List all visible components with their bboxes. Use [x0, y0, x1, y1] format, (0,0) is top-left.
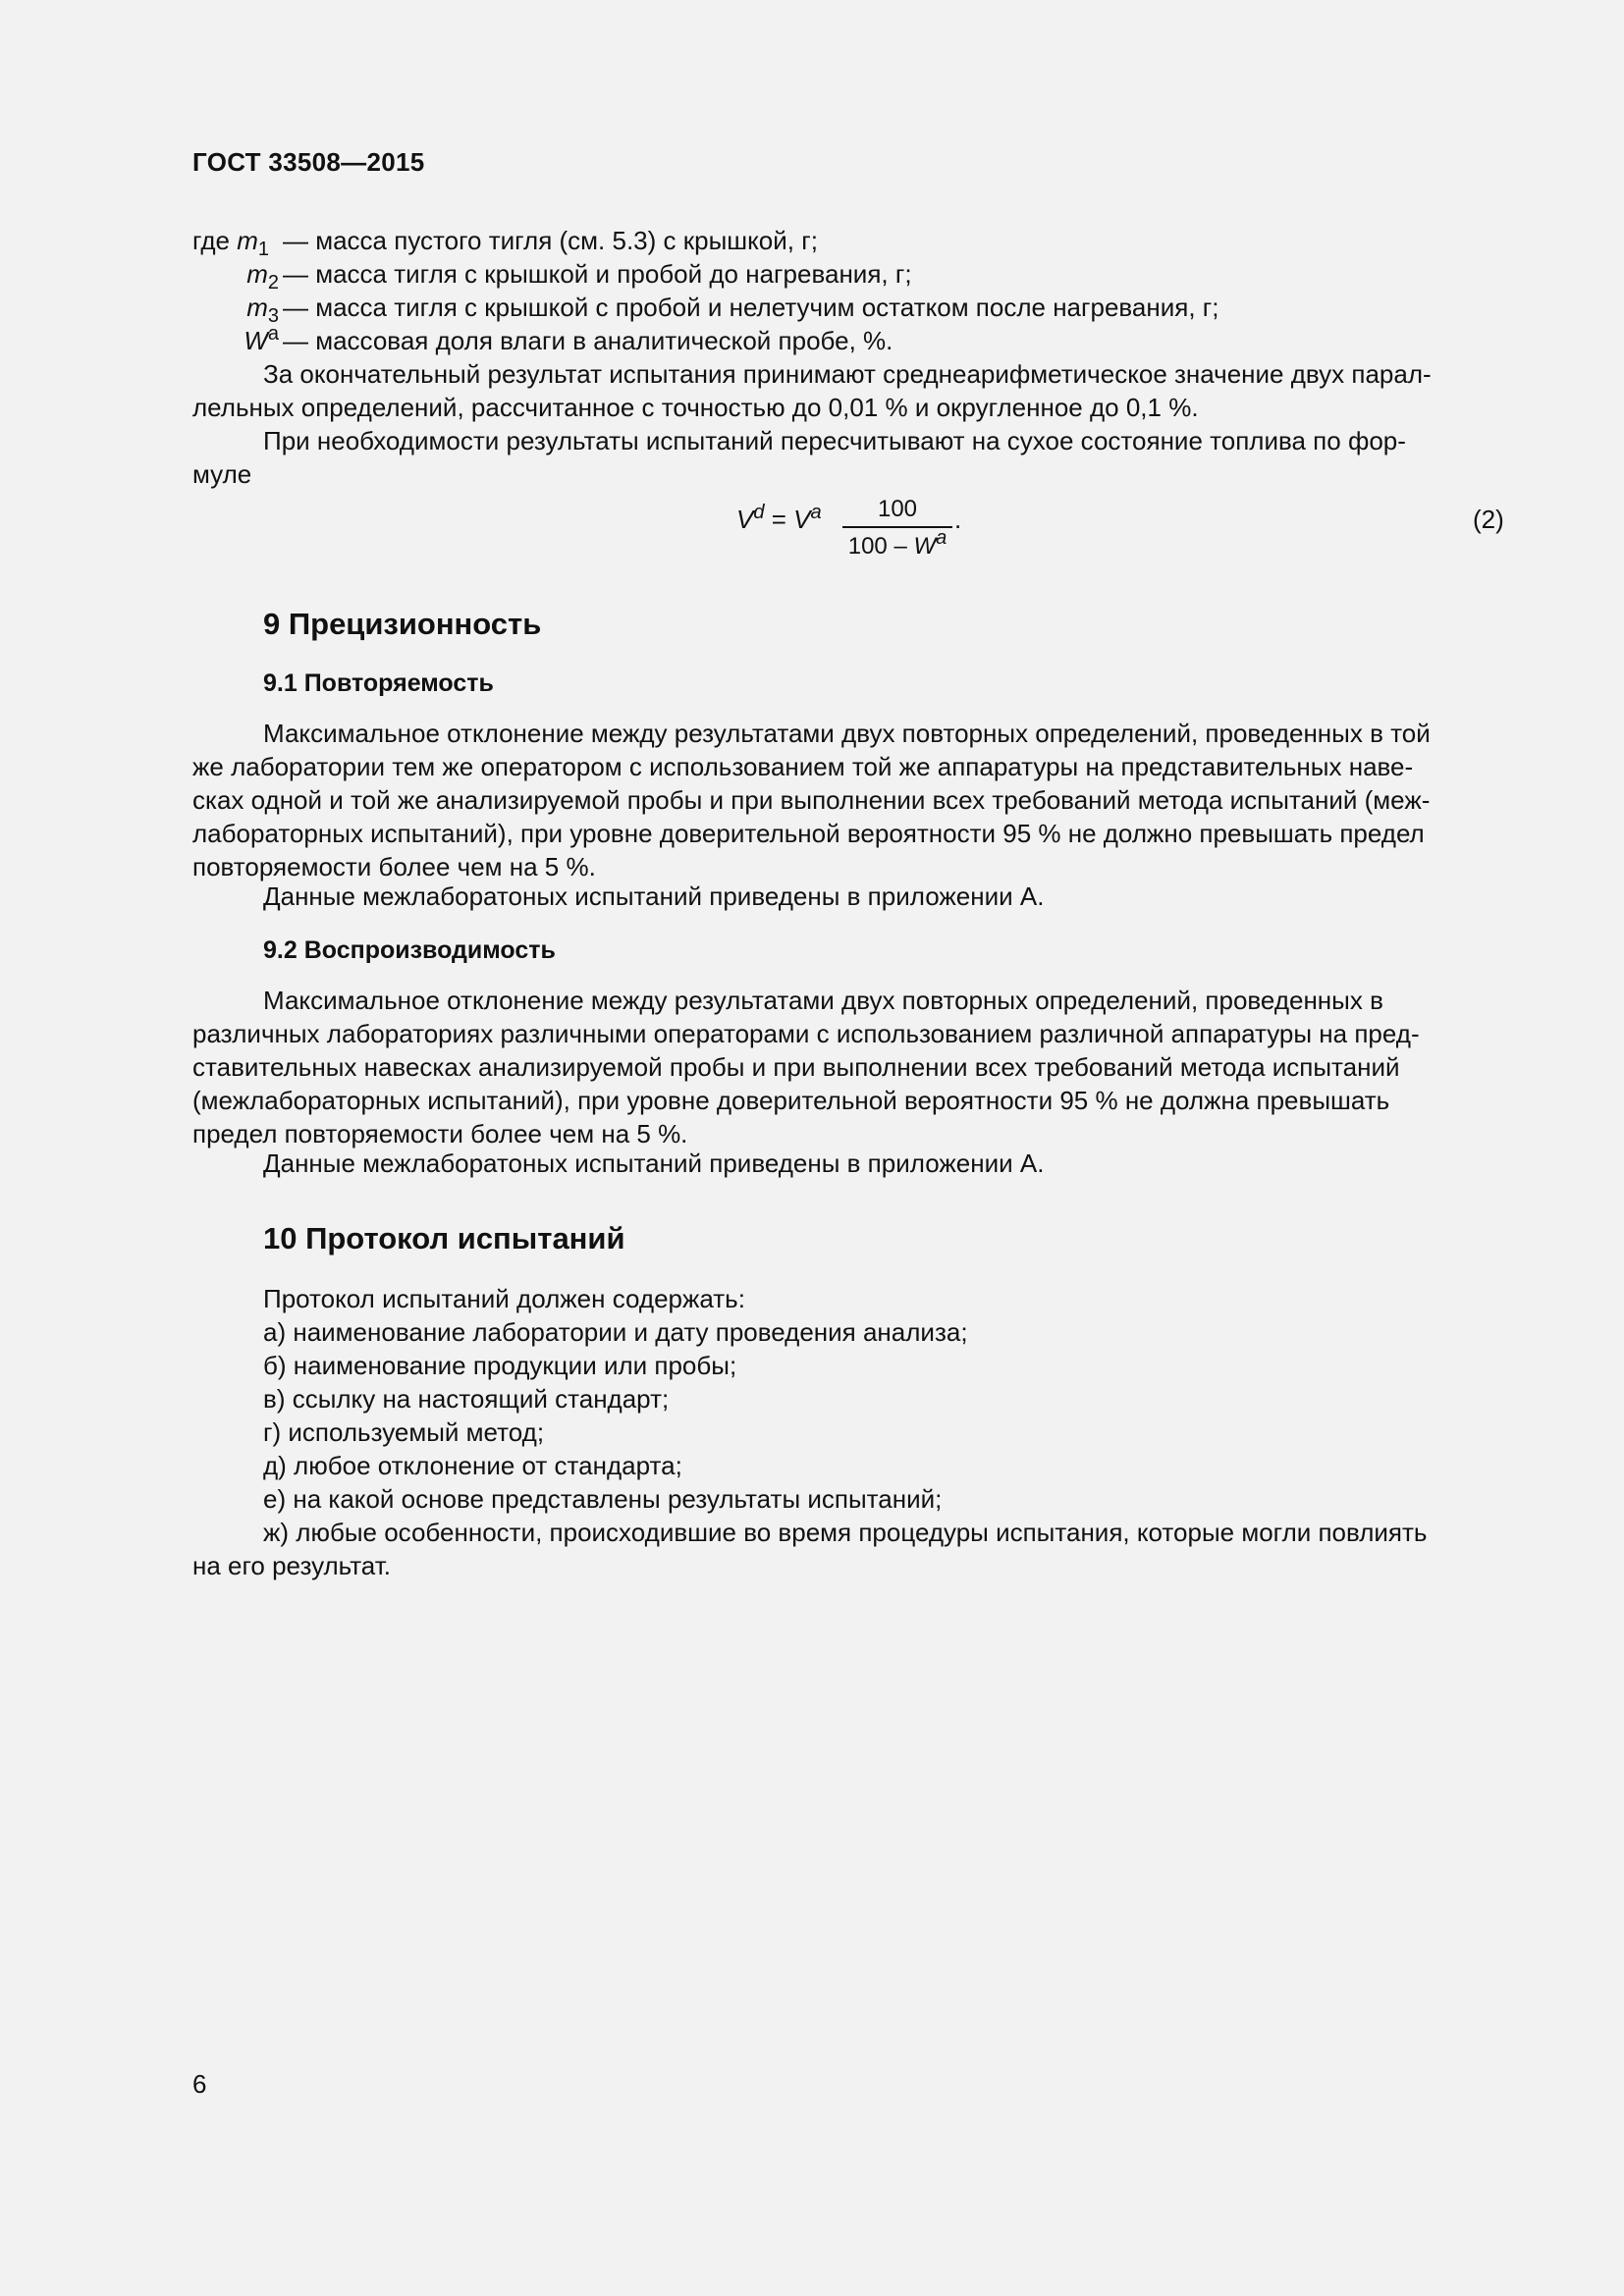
definition-symbol: m: [246, 293, 268, 322]
section-9-1-heading: 9.1 Повторяемость: [263, 669, 494, 697]
definition-subscript: 1: [257, 239, 269, 260]
list-item: б) наименование продукции или пробы;: [263, 1351, 737, 1380]
definition-symbol: m: [237, 226, 258, 255]
definition-text: — масса тигля с крышкой с пробой и нелетучим остатком после нагревания, г;: [283, 293, 1219, 322]
paragraph-line: повторяемости более чем на 5 %.: [192, 852, 596, 881]
definition-subscript: 2: [267, 272, 279, 294]
paragraph-line: (межлабораторных испытаний), при уровне доверительной вероятности 95 % не должна превышать: [192, 1086, 1390, 1115]
definition-row: [192, 324, 1508, 357]
paragraph-line: ставительных навесках анализируемой пробы и при выполнении всех требований метода испытаний: [192, 1052, 1400, 1082]
standard-code: ГОСТ 33508—2015: [192, 147, 425, 177]
definition-text: — масса пустого тигля (см. 5.3) с крышкой, г;: [283, 226, 818, 255]
definition-text: — масса тигля с крышкой и пробой до нагревания, г;: [283, 259, 912, 289]
paragraph-line: муле: [192, 459, 252, 489]
section-10-heading: 10 Протокол испытаний: [263, 1221, 625, 1255]
list-item-continuation: на его результат.: [192, 1551, 391, 1580]
paragraph-line: предел повторяемости более чем на 5 %.: [192, 1119, 688, 1148]
list-item: ж) любые особенности, происходившие во время процедуры испытания, которые могли повлиять: [263, 1518, 1428, 1547]
formula-number: (2): [1473, 505, 1504, 534]
definition-text: — массовая доля влаги в аналитической пробе, %.: [283, 326, 893, 355]
reproducibility-paragraph: [192, 984, 1508, 1150]
list-item: в) ссылку на настоящий стандарт;: [263, 1384, 670, 1414]
definition-symbol: W: [244, 326, 268, 355]
definition-symbol: m: [246, 259, 268, 289]
definition-row: [192, 291, 1508, 327]
definition-row: [192, 257, 1508, 294]
reproducibility-note: Данные межлаборатоных испытаний приведены в приложении А.: [263, 1148, 1045, 1178]
list-item: а) наименование лаборатории и дату проведения анализа;: [263, 1317, 968, 1347]
paragraph-line: лельных определений, рассчитанное с точностью до 0,01 % и округленное до 0,1 %.: [192, 393, 1199, 422]
list-item: е) на какой основе представлены результаты испытаний;: [263, 1484, 943, 1514]
page-number: 6: [192, 2069, 207, 2099]
report-intro: Протокол испытаний должен содержать:: [263, 1284, 745, 1313]
paragraph-line: лабораторных испытаний), при уровне доверительной вероятности 95 % не должно превышать предел: [192, 819, 1425, 848]
section-9-heading: 9 Прецизионность: [263, 607, 542, 641]
formula-numerator: 100: [877, 496, 918, 522]
definition-row: [192, 224, 1508, 260]
paragraph-line: За окончательный результат испытания принимают среднеарифметическое значение двух парал-: [263, 359, 1432, 389]
definitions-intro: где: [192, 226, 230, 255]
section-9-2-heading: 9.2 Воспроизводимость: [263, 936, 556, 964]
formula-fraction: [842, 495, 952, 561]
formula-denominator: $100 - W^a$: [847, 527, 947, 560]
paragraph-line: различных лабораториях различными операторами с использованием различной аппаратуры на пред-: [192, 1019, 1420, 1048]
list-item: г) используемый метод;: [263, 1417, 545, 1447]
paragraph-line: сках одной и той же анализируемой пробы и при выполнении всех требований метода испытаний (меж-: [192, 785, 1431, 815]
definition-subscript: 3: [267, 305, 279, 327]
test-report-list: [192, 1282, 1508, 1582]
formula-lhs: $V^d = V^a$: [736, 502, 822, 534]
paragraph-line: Максимальное отклонение между результатами двух повторных определений, проведенных в: [263, 986, 1383, 1015]
paragraph-line: При необходимости результаты испытаний пересчитывают на сухое состояние топлива по фор-: [263, 426, 1406, 455]
paragraph-line: же лаборатории тем же оператором с использованием той же аппаратуры на представительных наве-: [192, 752, 1414, 781]
formula-2: $V^d = V^a$ 100 $100 - W^a$ .: [736, 496, 962, 560]
recalc-paragraph: [192, 424, 1508, 491]
definition-superscript: a: [267, 323, 279, 345]
paragraph-line: Максимальное отклонение между результатами двух повторных определений, проведенных в той: [263, 719, 1431, 748]
variable-definitions: [192, 224, 1508, 357]
final-result-paragraph: [192, 357, 1508, 424]
repeatability-paragraph: [192, 717, 1508, 883]
list-item: д) любое отклонение от стандарта;: [263, 1451, 682, 1480]
repeatability-note: Данные межлаборатоных испытаний приведены в приложении А.: [263, 881, 1045, 911]
